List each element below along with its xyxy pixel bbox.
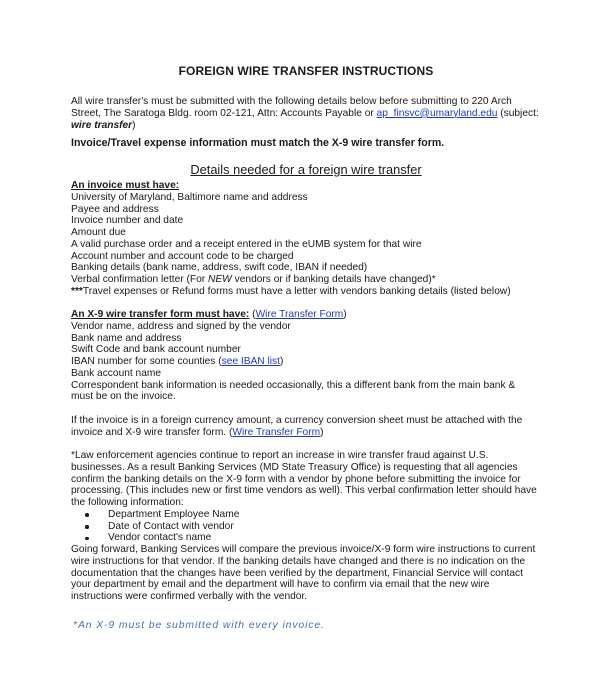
invoice-item: Banking details (bank name, address, swift code, IBAN if needed) <box>71 262 368 274</box>
invoice-item: A valid purchase order and a receipt entered in the eUMB system for that wire <box>71 238 422 250</box>
bullet-item: Department Employee Name <box>71 509 541 521</box>
going-forward-line: wire instructions for that vendor. If the banking details have changed and there is no indication on the <box>71 555 526 567</box>
verbal-confirmation-list <box>71 509 541 544</box>
currency-text-end: ) <box>320 426 324 438</box>
invoice-requirements <box>71 180 541 298</box>
iban-text-end: ) <box>279 356 284 367</box>
fraud-line: *Law enforcement agencies continue to report an increase in wire transfer fraud against U.S. <box>71 450 489 461</box>
x9-heading: An X-9 wire transfer form must have: <box>71 309 250 320</box>
x9-requirements <box>71 309 541 403</box>
fraud-line: processing. (This includes new or first time vendors as well). This verbal confirmation letter should have <box>71 485 537 497</box>
verbal-text: Verbal confirmation letter (For <box>71 274 209 285</box>
x9-item: Bank account name <box>71 367 162 379</box>
correspondent-line: Correspondent bank information is needed occasionally, this a different bank from the main bank & <box>71 379 516 391</box>
bullet-item: Vendor contact's name <box>71 532 541 544</box>
currency-text: invoice and X-9 wire transfer form. ( <box>71 426 233 438</box>
verbal-text-end: vendors or if banking details have changed)* <box>231 274 436 285</box>
fraud-line: the following information: <box>71 497 184 508</box>
paren-open: ( <box>249 309 256 320</box>
invoice-item: Payee and address <box>71 203 159 215</box>
section-title: Details needed for a foreign wire transfer <box>190 162 422 177</box>
footer-note: *An X-9 must be submitted with every invoice. <box>73 620 325 631</box>
invoice-item: Invoice number and date <box>71 215 184 227</box>
intro-text: All wire transfer's must be submitted with the following details below before submitting to 220 Arch Street, The Saratoga Bldg. room 02-121, Attn: Accounts Payable or <box>71 96 512 119</box>
intro-closing: ) <box>132 119 136 131</box>
invoice-item-travel <box>71 286 541 298</box>
emphasis-line: Invoice/Travel expense information must match the X-9 wire transfer form. <box>71 137 445 149</box>
intro-subject-prefix: (subject: <box>497 107 539 119</box>
x9-item: Vendor name, address and signed by the vendor <box>71 320 291 332</box>
invoice-item: Amount due <box>71 227 126 238</box>
invoice-item: Account number and account code to be charged <box>71 250 294 262</box>
x9-heading-line <box>71 309 541 321</box>
invoice-heading: An invoice must have: <box>71 180 180 191</box>
fraud-paragraph <box>71 450 541 603</box>
document-title: FOREIGN WIRE TRANSFER INSTRUCTIONS <box>178 64 434 78</box>
x9-item-iban <box>71 356 541 368</box>
paren-close: ) <box>343 309 347 320</box>
x9-item: Bank name and address <box>71 332 182 344</box>
verbal-new-emphasis: NEW <box>208 274 232 285</box>
intro-paragraph <box>71 96 541 131</box>
invoice-item: University of Maryland, Baltimore name and address <box>71 191 308 203</box>
currency-line-2 <box>71 427 541 439</box>
bullet-item: Date of Contact with vendor <box>71 521 541 533</box>
intro-subject: wire transfer <box>71 119 133 131</box>
fraud-line: confirm the banking details on the X-9 form with a vendor by phone before submitting the invoice for <box>71 473 521 485</box>
currency-paragraph <box>71 415 541 439</box>
fraud-line: businesses. As a result Banking Services (MD State Treasury Office) is requesting that all agencies <box>71 461 518 473</box>
iban-text: IBAN number for some counties ( <box>71 356 222 367</box>
travel-text: Travel expenses or Refund forms must have a letter with vendors banking details (listed below) <box>82 285 511 297</box>
wire-transfer-form-link[interactable]: Wire Transfer Form <box>255 309 344 320</box>
going-forward-line: instructions were confirmed verbally with the vendor. <box>71 591 308 602</box>
going-forward-line: your department by email and the department will have to confirm via email that the new wire <box>71 579 490 591</box>
correspondent-line: must be on the invoice. <box>71 391 176 403</box>
invoice-item-verbal <box>71 274 541 286</box>
currency-line: If the invoice is in a foreign currency amount, a currency conversion sheet must be attached with the <box>71 415 523 426</box>
email-link[interactable]: ap_finsvc@umaryland.edu <box>376 107 498 119</box>
iban-list-link[interactable]: see IBAN list <box>221 356 280 367</box>
travel-stars: *** <box>71 285 83 297</box>
x9-item: Swift Code and bank account number <box>71 344 241 356</box>
going-forward-line: documentation that the changes have been verified by the department, Financial Service will contact <box>71 567 523 579</box>
wire-transfer-form-link-2[interactable]: Wire Transfer Form <box>232 426 321 438</box>
going-forward-line: Going forward, Banking Services will compare the previous invoice/X-9 form wire instructions to current <box>71 544 536 555</box>
